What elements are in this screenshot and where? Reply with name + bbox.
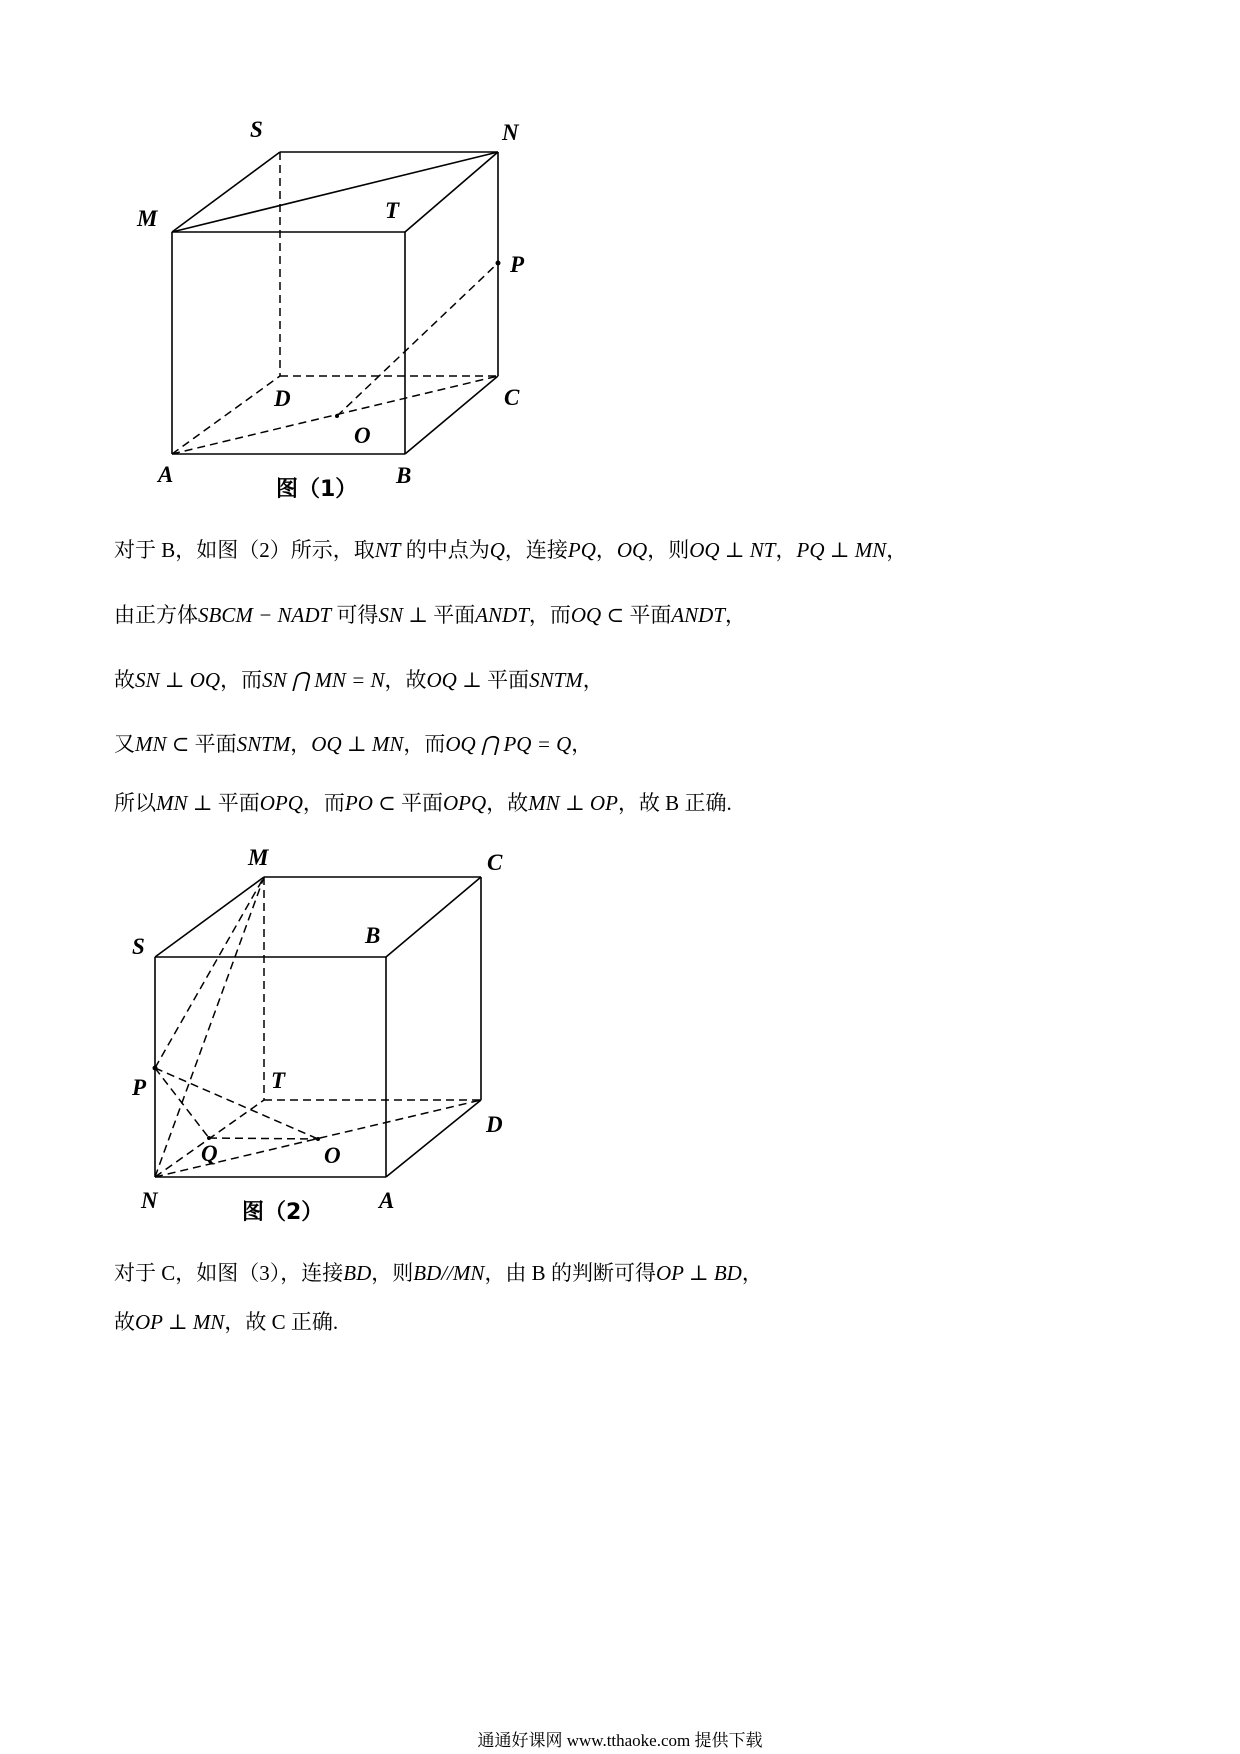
text-line-b1: 对于 B，如图（2）所示，取NT 的中点为Q，连接PQ，OQ，则OQ ⊥ NT，PQ ⊥ MN，	[114, 538, 908, 562]
figure-1	[0, 0, 560, 520]
text-line-c1: 对于 C，如图（3），连接BD，则BD//MN，由 B 的判断可得OP ⊥ BD，	[114, 1261, 763, 1285]
vertex-label-d: D	[274, 386, 291, 411]
vertex-label-d-fig2: D	[486, 1112, 503, 1137]
text-line-b4: 又MN ⊂ 平面SNTM，OQ ⊥ MN，而OQ ⋂ PQ = Q，	[114, 732, 593, 756]
text-line-c2: 故OP ⊥ MN，故 C 正确.	[114, 1310, 339, 1334]
vertex-label-c-fig2: C	[487, 850, 503, 875]
vertex-label-m-fig2: M	[248, 845, 269, 870]
text-line-b3: 故SN ⊥ OQ，而SN ⋂ MN = N，故OQ ⊥ 平面SNTM，	[114, 668, 604, 692]
vertex-label-o: O	[354, 423, 371, 448]
vertex-label-t-fig2: T	[271, 1068, 286, 1093]
vertex-label-t: T	[385, 198, 400, 223]
vertex-label-c: C	[504, 385, 520, 410]
vertex-label-a: A	[158, 462, 174, 487]
vertex-label-m: M	[137, 206, 158, 231]
vertex-label-p: P	[510, 252, 525, 277]
figure-2-cube-diagram	[0, 830, 560, 1240]
vertex-label-b: B	[396, 463, 412, 488]
vertex-label-n-fig2: N	[141, 1188, 158, 1213]
vertex-label-p-fig2: P	[132, 1075, 147, 1100]
figure-1-cube-diagram	[0, 0, 560, 520]
figure-2	[0, 830, 560, 1240]
text-line-b5: 所以MN ⊥ 平面OPQ，而PO ⊂ 平面OPQ，故MN ⊥ OP，故 B 正确.	[114, 791, 732, 815]
vertex-label-s-fig2: S	[132, 934, 145, 959]
figure-1-caption: 图（1）	[276, 477, 358, 502]
vertex-label-q-fig2: Q	[201, 1141, 218, 1166]
vertex-label-n: N	[502, 120, 519, 145]
vertex-label-s: S	[250, 117, 263, 142]
vertex-label-b-fig2: B	[365, 923, 381, 948]
text-line-b2: 由正方体SBCM − NADT 可得SN ⊥ 平面ANDT，而OQ ⊂ 平面ANDT，	[114, 603, 747, 627]
figure-2-caption: 图（2）	[242, 1200, 324, 1225]
page-footer: 通通好课网 www.tthaoke.com 提供下载	[477, 1731, 763, 1750]
vertex-label-o-fig2: O	[324, 1143, 341, 1168]
vertex-label-a-fig2: A	[379, 1188, 395, 1213]
